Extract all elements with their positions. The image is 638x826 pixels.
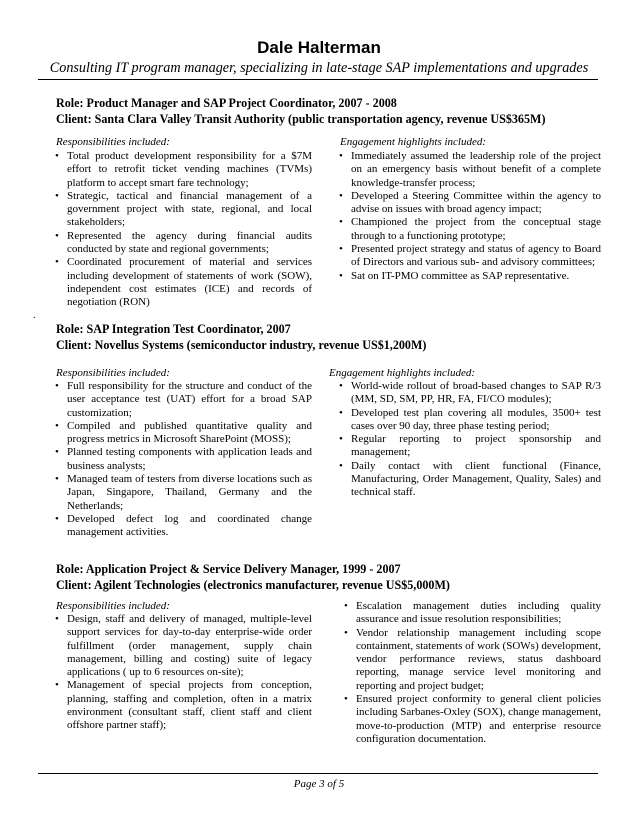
client-title: Client: Santa Clara Valley Transit Authority (public transportation agency, revenue US$365M)	[56, 112, 546, 126]
list-item: • Championed the project from the conceptual stage through to a functioning prototype;	[338, 216, 601, 243]
role-title: Role: Product Manager and SAP Project Coordinator, 2007 - 2008	[56, 96, 397, 110]
highlights-list	[343, 600, 601, 746]
list-item: • Presented project strategy and status of agency to Board of Directors and various sub- and advisory committees;	[338, 243, 601, 270]
list-item: • Managed team of testers from diverse locations such as Japan, Singapore, Thailand, Germany and the Netherlands;	[54, 473, 312, 513]
highlights-list	[338, 150, 601, 283]
list-item: • Compiled and published quantitative quality and progress metrics in Microsoft SharePoint (MOSS);	[54, 420, 312, 447]
highlights-list	[338, 380, 601, 500]
list-item: • Vendor relationship management including scope containment, statements of work (SOWs) development, vendor performance reviews, status dashboard reporting, manage service level monitoring and reporting and project budget;	[343, 627, 601, 693]
footer-rule	[38, 773, 598, 774]
list-item: • Immediately assumed the leadership role of the project on an emergency basis without benefit of a complete knowledge-transfer process;	[338, 150, 601, 190]
page-number: Page 3 of 5	[293, 778, 345, 790]
highlights-label: Engagement highlights included:	[340, 136, 487, 148]
list-item: • Sat on IT-PMO committee as SAP representative.	[338, 270, 601, 283]
responsibilities-list	[54, 150, 312, 310]
list-item: • Design, staff and delivery of managed, multiple-level support services for day-to-day enterprise-wide order fulfillment (order management, supply chain management, billing and costing) suite of legacy applications ( up to 6 resources on-site);	[54, 613, 312, 679]
list-item: • Ensured project conformity to general client policies including Sarbanes-Oxley (SOX), change management, move-to-production (MTP) and enterprise resource configuration documentation.	[343, 693, 601, 746]
list-item: • Total product development responsibility for a $7M effort to retrofit ticket vending machines (TVMs) platform to accept smart fare technology;	[54, 150, 312, 190]
list-item: • Full responsibility for the structure and conduct of the user acceptance test (UAT) effort for a broad SAP customization;	[54, 380, 312, 420]
responsibilities-label: Responsibilities included:	[56, 367, 170, 379]
candidate-name: Dale Halterman	[257, 38, 381, 57]
responsibilities-label: Responsibilities included:	[56, 136, 170, 148]
role-title: Role: Application Project & Service Delivery Manager, 1999 - 2007	[56, 562, 401, 576]
list-item: • Planned testing components with application leads and business analysts;	[54, 446, 312, 473]
highlights-label: Engagement highlights included:	[329, 367, 476, 379]
client-title: Client: Agilent Technologies (electronics manufacturer, revenue US$5,000M)	[56, 578, 450, 592]
list-item: • Developed a Steering Committee within the agency to advise on issues with broad agency impact;	[338, 190, 601, 217]
stray-dot: .	[33, 310, 36, 321]
list-item: • Management of special projects from conception, planning, staffing and completion, often in a matrix environment (consultant staff, client staff and client offshore partner staff);	[54, 679, 312, 732]
list-item: • Daily contact with client functional (Finance, Manufacturing, Order Management, Quality, Sales) and technical staff.	[338, 460, 601, 500]
list-item: • Escalation management duties including quality assurance and issue resolution responsibilities;	[343, 600, 601, 627]
candidate-tagline: Consulting IT program manager, specializing in late-stage SAP implementations and upgrades	[49, 60, 589, 76]
role-title: Role: SAP Integration Test Coordinator, 2007	[56, 322, 291, 336]
client-title: Client: Novellus Systems (semiconductor industry, revenue US$1,200M)	[56, 338, 427, 352]
list-item: • Strategic, tactical and financial management of a government project with state, regional, and local stakeholders;	[54, 190, 312, 230]
list-item: • Developed defect log and coordinated change management activities.	[54, 513, 312, 540]
responsibilities-label: Responsibilities included:	[56, 600, 170, 612]
list-item: • World-wide rollout of broad-based changes to SAP R/3 (MM, SD, SM, PP, HR, FA, FI/CO modules);	[338, 380, 601, 407]
list-item: • Developed test plan covering all modules, 3500+ test cases over 90 day, three phase testing period;	[338, 407, 601, 434]
list-item: • Coordinated procurement of material and services including development of statements of work (SOW), independent cost estimates (ICE) and records of negotiation (RON)	[54, 256, 312, 309]
list-item: • Regular reporting to project sponsorship and management;	[338, 433, 601, 460]
header-rule	[38, 79, 598, 80]
responsibilities-list	[54, 613, 312, 733]
list-item: • Represented the agency during financial audits conducted by state and regional governments;	[54, 230, 312, 257]
responsibilities-list	[54, 380, 312, 540]
